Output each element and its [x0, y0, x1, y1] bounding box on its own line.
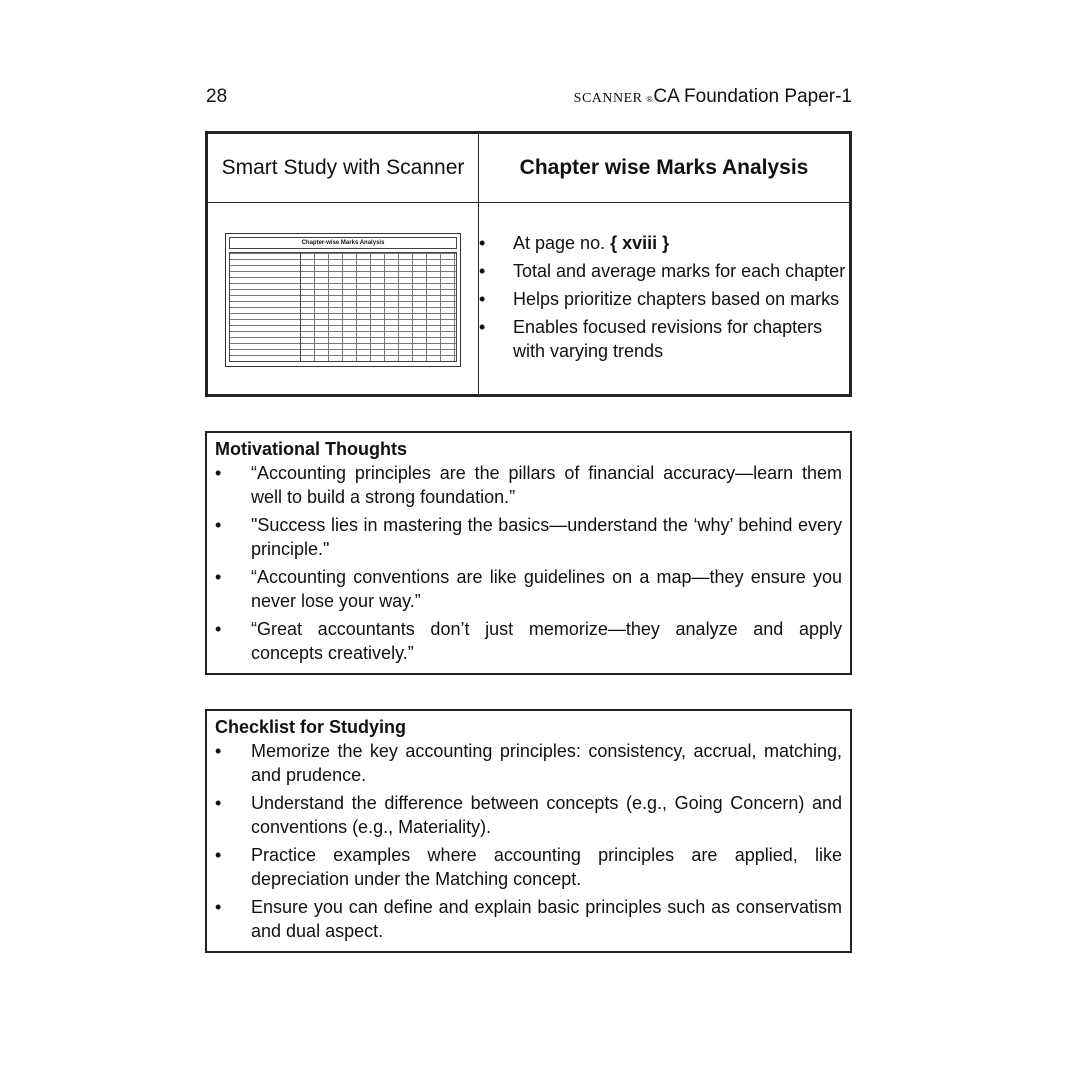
checklist-item: • Understand the difference between concepts (e.g., Going Concern) and conventions (e.g., Materiality). [215, 791, 842, 839]
marks-analysis-thumbnail [225, 233, 461, 367]
feature-point: • Total and average marks for each chapter [479, 259, 849, 283]
motivation-item: • “Great accountants don’t just memorize—they analyze and apply concepts creatively.” [215, 617, 842, 665]
smart-study-tagline: Smart Study with Scanner [221, 156, 465, 179]
page-number: 28 [206, 86, 228, 107]
book-title: CA Foundation Paper-1 [653, 86, 852, 107]
running-head [574, 86, 852, 108]
checklist-item: • Ensure you can define and explain basic principles such as conservatism and dual aspect. [215, 895, 842, 943]
brand-registered-mark: ® [646, 95, 653, 104]
motivation-item: • “Accounting conventions are like guidelines on a map—they ensure you never lose your way.” [215, 565, 842, 613]
feature-points-list [479, 231, 849, 363]
motivation-item: • “Accounting principles are the pillars of financial accuracy—learn them well to build a strong foundation.” [215, 461, 842, 509]
feature-point: • At page no. { xviii } [479, 231, 849, 255]
smart-study-box [205, 131, 852, 397]
tagline-cell [208, 134, 479, 203]
thumbnail-title: Chapter-wise Marks Analysis [229, 237, 457, 249]
feature-points-cell [479, 203, 850, 395]
thumbnail-name-column [230, 253, 301, 361]
checklist-item: • Memorize the key accounting principles: consistency, accrual, matching, and prudence. [215, 739, 842, 787]
motivational-thoughts-box [205, 431, 852, 675]
smart-study-table [207, 133, 850, 395]
motivation-heading: Motivational Thoughts [215, 439, 407, 459]
checklist-item: • Practice examples where accounting principles are applied, like depreciation under the Matching concept. [215, 843, 842, 891]
feature-point: • Helps prioritize chapters based on marks [479, 287, 849, 311]
checklist-heading: Checklist for Studying [215, 717, 407, 737]
page-reference: { xviii } [610, 232, 670, 253]
feature-title: Chapter wise Marks Analysis [519, 156, 809, 179]
feature-title-cell [479, 134, 850, 203]
motivation-list [215, 461, 842, 665]
brand-logo: SCANNER [573, 91, 643, 106]
checklist-list [215, 739, 842, 943]
study-checklist-box [205, 709, 852, 953]
feature-point: • Enables focused revisions for chapters with varying trends [479, 315, 849, 363]
thumbnail-cell [208, 203, 479, 395]
motivation-item: • "Success lies in mastering the basics—understand the ‘why’ behind every principle." [215, 513, 842, 561]
thumbnail-table-graphic [229, 252, 457, 362]
